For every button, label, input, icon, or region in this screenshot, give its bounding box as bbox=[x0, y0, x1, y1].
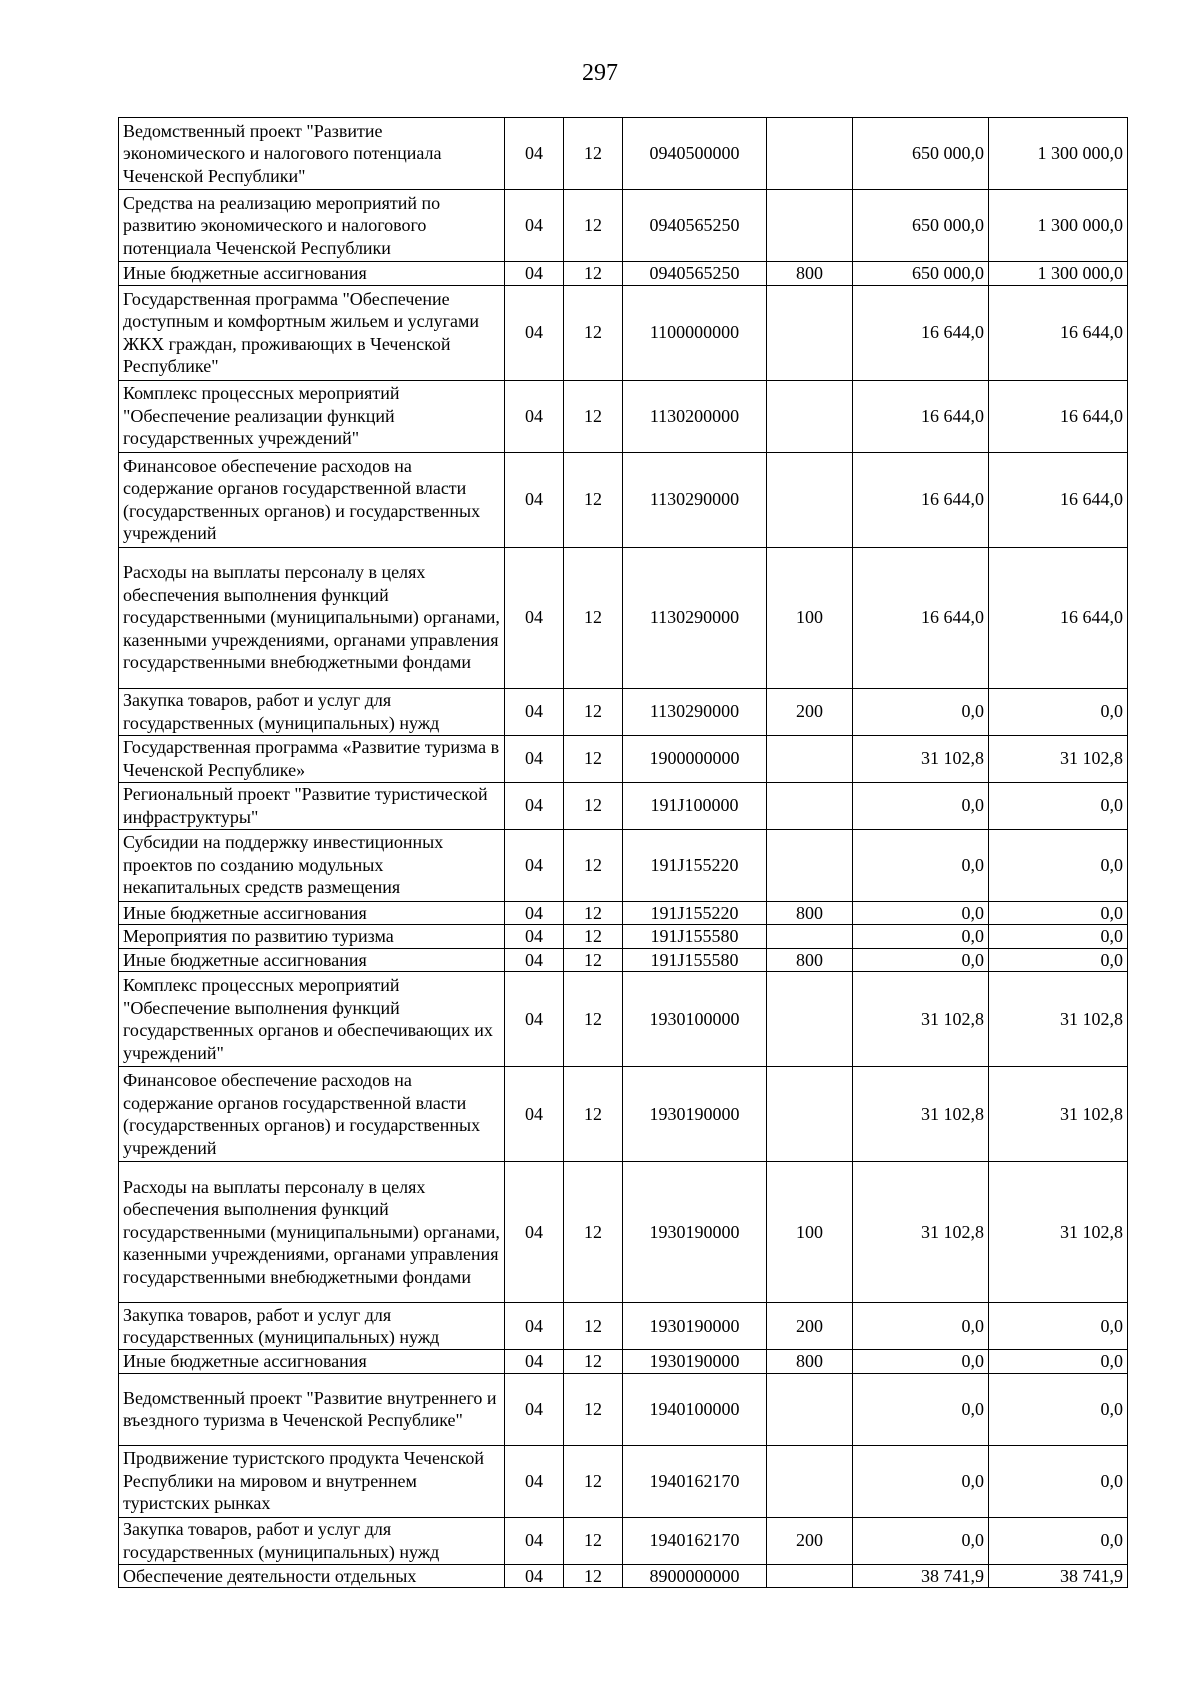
cell-subsection: 12 bbox=[564, 948, 623, 972]
cell-section: 04 bbox=[505, 1303, 564, 1350]
cell-amount-year2: 38 741,9 bbox=[989, 1564, 1128, 1588]
cell-amount-year1: 0,0 bbox=[853, 925, 989, 949]
cell-subsection: 12 bbox=[564, 190, 623, 262]
cell-amount-year1: 16 644,0 bbox=[853, 380, 989, 452]
table-row bbox=[119, 285, 1128, 380]
cell-expense-type: 100 bbox=[767, 547, 853, 688]
cell-amount-year1: 31 102,8 bbox=[853, 1162, 989, 1303]
cell-name: Расходы на выплаты персоналу в целях обеспечения выполнения функций государственными (муниципальными) органами, казенными учреждениями, органами управления государственными внебюджетными фондами bbox=[119, 1162, 505, 1303]
cell-section: 04 bbox=[505, 925, 564, 949]
cell-name: Ведомственный проект "Развитие экономического и налогового потенциала Чеченской Республики" bbox=[119, 118, 505, 190]
cell-amount-year2: 1 300 000,0 bbox=[989, 190, 1128, 262]
cell-amount-year1: 16 644,0 bbox=[853, 452, 989, 547]
cell-target-article: 1130290000 bbox=[623, 547, 767, 688]
table-row bbox=[119, 1162, 1128, 1303]
cell-expense-type bbox=[767, 118, 853, 190]
cell-amount-year2: 0,0 bbox=[989, 901, 1128, 925]
cell-section: 04 bbox=[505, 688, 564, 735]
cell-name: Иные бюджетные ассигнования bbox=[119, 901, 505, 925]
cell-section: 04 bbox=[505, 829, 564, 901]
cell-amount-year2: 0,0 bbox=[989, 1350, 1128, 1374]
cell-amount-year1: 0,0 bbox=[853, 1373, 989, 1445]
cell-amount-year2: 0,0 bbox=[989, 1517, 1128, 1564]
cell-subsection: 12 bbox=[564, 1517, 623, 1564]
cell-subsection: 12 bbox=[564, 1303, 623, 1350]
cell-section: 04 bbox=[505, 547, 564, 688]
cell-expense-type: 200 bbox=[767, 1517, 853, 1564]
cell-amount-year2: 31 102,8 bbox=[989, 972, 1128, 1067]
cell-section: 04 bbox=[505, 782, 564, 829]
cell-name: Иные бюджетные ассигнования bbox=[119, 262, 505, 286]
cell-amount-year2: 1 300 000,0 bbox=[989, 118, 1128, 190]
cell-section: 04 bbox=[505, 285, 564, 380]
cell-expense-type: 800 bbox=[767, 901, 853, 925]
cell-target-article: 0940565250 bbox=[623, 190, 767, 262]
cell-section: 04 bbox=[505, 262, 564, 286]
cell-target-article: 1900000000 bbox=[623, 735, 767, 782]
cell-amount-year1: 0,0 bbox=[853, 782, 989, 829]
cell-target-article: 1130200000 bbox=[623, 380, 767, 452]
cell-subsection: 12 bbox=[564, 262, 623, 286]
cell-target-article: 1940162170 bbox=[623, 1517, 767, 1564]
cell-subsection: 12 bbox=[564, 285, 623, 380]
cell-amount-year2: 0,0 bbox=[989, 1303, 1128, 1350]
cell-amount-year1: 0,0 bbox=[853, 688, 989, 735]
cell-section: 04 bbox=[505, 452, 564, 547]
cell-amount-year1: 650 000,0 bbox=[853, 262, 989, 286]
cell-subsection: 12 bbox=[564, 1373, 623, 1445]
cell-amount-year1: 0,0 bbox=[853, 1445, 989, 1517]
cell-name: Комплекс процессных мероприятий "Обеспечение выполнения функций государственных органов и обеспечивающих их учреждений" bbox=[119, 972, 505, 1067]
cell-amount-year1: 0,0 bbox=[853, 829, 989, 901]
cell-subsection: 12 bbox=[564, 118, 623, 190]
cell-name: Иные бюджетные ассигнования bbox=[119, 948, 505, 972]
cell-expense-type bbox=[767, 1445, 853, 1517]
budget-table bbox=[118, 117, 1128, 1588]
table-row bbox=[119, 972, 1128, 1067]
cell-name: Комплекс процессных мероприятий "Обеспечение реализации функций государственных учреждений" bbox=[119, 380, 505, 452]
cell-amount-year1: 31 102,8 bbox=[853, 972, 989, 1067]
cell-name: Финансовое обеспечение расходов на содержание органов государственной власти (государственных органов) и государственных учреждений bbox=[119, 1067, 505, 1162]
cell-subsection: 12 bbox=[564, 380, 623, 452]
cell-subsection: 12 bbox=[564, 1445, 623, 1517]
cell-section: 04 bbox=[505, 118, 564, 190]
cell-section: 04 bbox=[505, 972, 564, 1067]
cell-section: 04 bbox=[505, 190, 564, 262]
cell-target-article: 1930100000 bbox=[623, 972, 767, 1067]
table-row bbox=[119, 782, 1128, 829]
cell-amount-year2: 16 644,0 bbox=[989, 380, 1128, 452]
cell-amount-year2: 31 102,8 bbox=[989, 1162, 1128, 1303]
table-row bbox=[119, 1350, 1128, 1374]
table-row bbox=[119, 1517, 1128, 1564]
cell-subsection: 12 bbox=[564, 1162, 623, 1303]
cell-amount-year2: 0,0 bbox=[989, 688, 1128, 735]
cell-subsection: 12 bbox=[564, 452, 623, 547]
cell-subsection: 12 bbox=[564, 925, 623, 949]
cell-expense-type bbox=[767, 452, 853, 547]
cell-amount-year2: 0,0 bbox=[989, 925, 1128, 949]
table-row bbox=[119, 829, 1128, 901]
cell-section: 04 bbox=[505, 380, 564, 452]
cell-subsection: 12 bbox=[564, 782, 623, 829]
cell-subsection: 12 bbox=[564, 972, 623, 1067]
cell-name: Закупка товаров, работ и услуг для государственных (муниципальных) нужд bbox=[119, 1517, 505, 1564]
cell-amount-year2: 16 644,0 bbox=[989, 452, 1128, 547]
cell-amount-year2: 31 102,8 bbox=[989, 735, 1128, 782]
cell-subsection: 12 bbox=[564, 547, 623, 688]
cell-amount-year1: 38 741,9 bbox=[853, 1564, 989, 1588]
cell-target-article: 1930190000 bbox=[623, 1350, 767, 1374]
cell-expense-type bbox=[767, 925, 853, 949]
cell-name: Мероприятия по развитию туризма bbox=[119, 925, 505, 949]
cell-expense-type: 100 bbox=[767, 1162, 853, 1303]
cell-expense-type bbox=[767, 735, 853, 782]
cell-expense-type bbox=[767, 285, 853, 380]
cell-expense-type bbox=[767, 190, 853, 262]
table-row bbox=[119, 1445, 1128, 1517]
cell-section: 04 bbox=[505, 948, 564, 972]
cell-section: 04 bbox=[505, 901, 564, 925]
table-row bbox=[119, 118, 1128, 190]
cell-target-article: 1930190000 bbox=[623, 1162, 767, 1303]
cell-name: Иные бюджетные ассигнования bbox=[119, 1350, 505, 1374]
cell-target-article: 191J155580 bbox=[623, 925, 767, 949]
cell-amount-year1: 650 000,0 bbox=[853, 190, 989, 262]
cell-name: Средства на реализацию мероприятий по развитию экономического и налогового потенциала Чеченской Республики bbox=[119, 190, 505, 262]
cell-expense-type: 200 bbox=[767, 1303, 853, 1350]
cell-section: 04 bbox=[505, 735, 564, 782]
cell-expense-type: 800 bbox=[767, 948, 853, 972]
table-row bbox=[119, 735, 1128, 782]
table-row bbox=[119, 688, 1128, 735]
cell-name: Ведомственный проект "Развитие внутреннего и въездного туризма в Чеченской Республике" bbox=[119, 1373, 505, 1445]
cell-target-article: 191J100000 bbox=[623, 782, 767, 829]
cell-amount-year2: 16 644,0 bbox=[989, 547, 1128, 688]
cell-expense-type: 800 bbox=[767, 262, 853, 286]
cell-amount-year2: 0,0 bbox=[989, 948, 1128, 972]
cell-amount-year2: 0,0 bbox=[989, 782, 1128, 829]
table-row bbox=[119, 190, 1128, 262]
cell-amount-year1: 0,0 bbox=[853, 1517, 989, 1564]
cell-expense-type: 200 bbox=[767, 688, 853, 735]
cell-amount-year1: 0,0 bbox=[853, 1350, 989, 1374]
cell-amount-year2: 16 644,0 bbox=[989, 285, 1128, 380]
cell-name: Обеспечение деятельности отдельных bbox=[119, 1564, 505, 1588]
cell-target-article: 8900000000 bbox=[623, 1564, 767, 1588]
table-row bbox=[119, 547, 1128, 688]
cell-target-article: 1930190000 bbox=[623, 1303, 767, 1350]
cell-amount-year1: 650 000,0 bbox=[853, 118, 989, 190]
cell-expense-type bbox=[767, 972, 853, 1067]
cell-target-article: 1130290000 bbox=[623, 688, 767, 735]
cell-target-article: 0940500000 bbox=[623, 118, 767, 190]
cell-amount-year2: 31 102,8 bbox=[989, 1067, 1128, 1162]
table-row bbox=[119, 1564, 1128, 1588]
cell-expense-type bbox=[767, 1564, 853, 1588]
cell-amount-year2: 0,0 bbox=[989, 1445, 1128, 1517]
cell-section: 04 bbox=[505, 1517, 564, 1564]
cell-amount-year1: 0,0 bbox=[853, 1303, 989, 1350]
cell-name: Расходы на выплаты персоналу в целях обеспечения выполнения функций государственными (муниципальными) органами, казенными учреждениями, органами управления государственными внебюджетными фондами bbox=[119, 547, 505, 688]
cell-section: 04 bbox=[505, 1445, 564, 1517]
cell-target-article: 191J155220 bbox=[623, 901, 767, 925]
cell-target-article: 1100000000 bbox=[623, 285, 767, 380]
cell-section: 04 bbox=[505, 1067, 564, 1162]
cell-subsection: 12 bbox=[564, 1067, 623, 1162]
cell-name: Государственная программа «Развитие туризма в Чеченской Республике» bbox=[119, 735, 505, 782]
cell-target-article: 1940100000 bbox=[623, 1373, 767, 1445]
table-row bbox=[119, 1303, 1128, 1350]
table-row bbox=[119, 1067, 1128, 1162]
cell-expense-type bbox=[767, 829, 853, 901]
table-row bbox=[119, 262, 1128, 286]
cell-expense-type: 800 bbox=[767, 1350, 853, 1374]
cell-subsection: 12 bbox=[564, 1564, 623, 1588]
cell-subsection: 12 bbox=[564, 1350, 623, 1374]
cell-name: Финансовое обеспечение расходов на содержание органов государственной власти (государственных органов) и государственных учреждений bbox=[119, 452, 505, 547]
cell-amount-year1: 0,0 bbox=[853, 901, 989, 925]
cell-subsection: 12 bbox=[564, 829, 623, 901]
cell-target-article: 1130290000 bbox=[623, 452, 767, 547]
cell-amount-year1: 16 644,0 bbox=[853, 285, 989, 380]
cell-name: Продвижение туристского продукта Чеченской Республики на мировом и внутреннем туристских рынках bbox=[119, 1445, 505, 1517]
cell-section: 04 bbox=[505, 1350, 564, 1374]
cell-target-article: 1940162170 bbox=[623, 1445, 767, 1517]
budget-table-body bbox=[119, 118, 1128, 1588]
table-row bbox=[119, 452, 1128, 547]
cell-amount-year2: 0,0 bbox=[989, 1373, 1128, 1445]
table-row bbox=[119, 1373, 1128, 1445]
table-row bbox=[119, 901, 1128, 925]
cell-name: Закупка товаров, работ и услуг для государственных (муниципальных) нужд bbox=[119, 688, 505, 735]
page-number: 297 bbox=[582, 60, 618, 86]
cell-name: Закупка товаров, работ и услуг для государственных (муниципальных) нужд bbox=[119, 1303, 505, 1350]
cell-target-article: 191J155580 bbox=[623, 948, 767, 972]
cell-expense-type bbox=[767, 380, 853, 452]
cell-target-article: 0940565250 bbox=[623, 262, 767, 286]
cell-amount-year1: 16 644,0 bbox=[853, 547, 989, 688]
cell-amount-year2: 0,0 bbox=[989, 829, 1128, 901]
table-row bbox=[119, 380, 1128, 452]
cell-subsection: 12 bbox=[564, 688, 623, 735]
cell-subsection: 12 bbox=[564, 901, 623, 925]
cell-amount-year1: 31 102,8 bbox=[853, 1067, 989, 1162]
table-row bbox=[119, 948, 1128, 972]
cell-section: 04 bbox=[505, 1373, 564, 1445]
cell-amount-year1: 31 102,8 bbox=[853, 735, 989, 782]
table-row bbox=[119, 925, 1128, 949]
cell-section: 04 bbox=[505, 1162, 564, 1303]
cell-target-article: 1930190000 bbox=[623, 1067, 767, 1162]
cell-name: Субсидии на поддержку инвестиционных проектов по созданию модульных некапитальных средств размещения bbox=[119, 829, 505, 901]
cell-section: 04 bbox=[505, 1564, 564, 1588]
cell-expense-type bbox=[767, 782, 853, 829]
cell-expense-type bbox=[767, 1373, 853, 1445]
cell-target-article: 191J155220 bbox=[623, 829, 767, 901]
cell-name: Государственная программа "Обеспечение доступным и комфортным жильем и услугами ЖКХ граждан, проживающих в Чеченской Республике" bbox=[119, 285, 505, 380]
cell-amount-year1: 0,0 bbox=[853, 948, 989, 972]
cell-expense-type bbox=[767, 1067, 853, 1162]
cell-amount-year2: 1 300 000,0 bbox=[989, 262, 1128, 286]
cell-subsection: 12 bbox=[564, 735, 623, 782]
cell-name: Региональный проект "Развитие туристической инфраструктуры" bbox=[119, 782, 505, 829]
